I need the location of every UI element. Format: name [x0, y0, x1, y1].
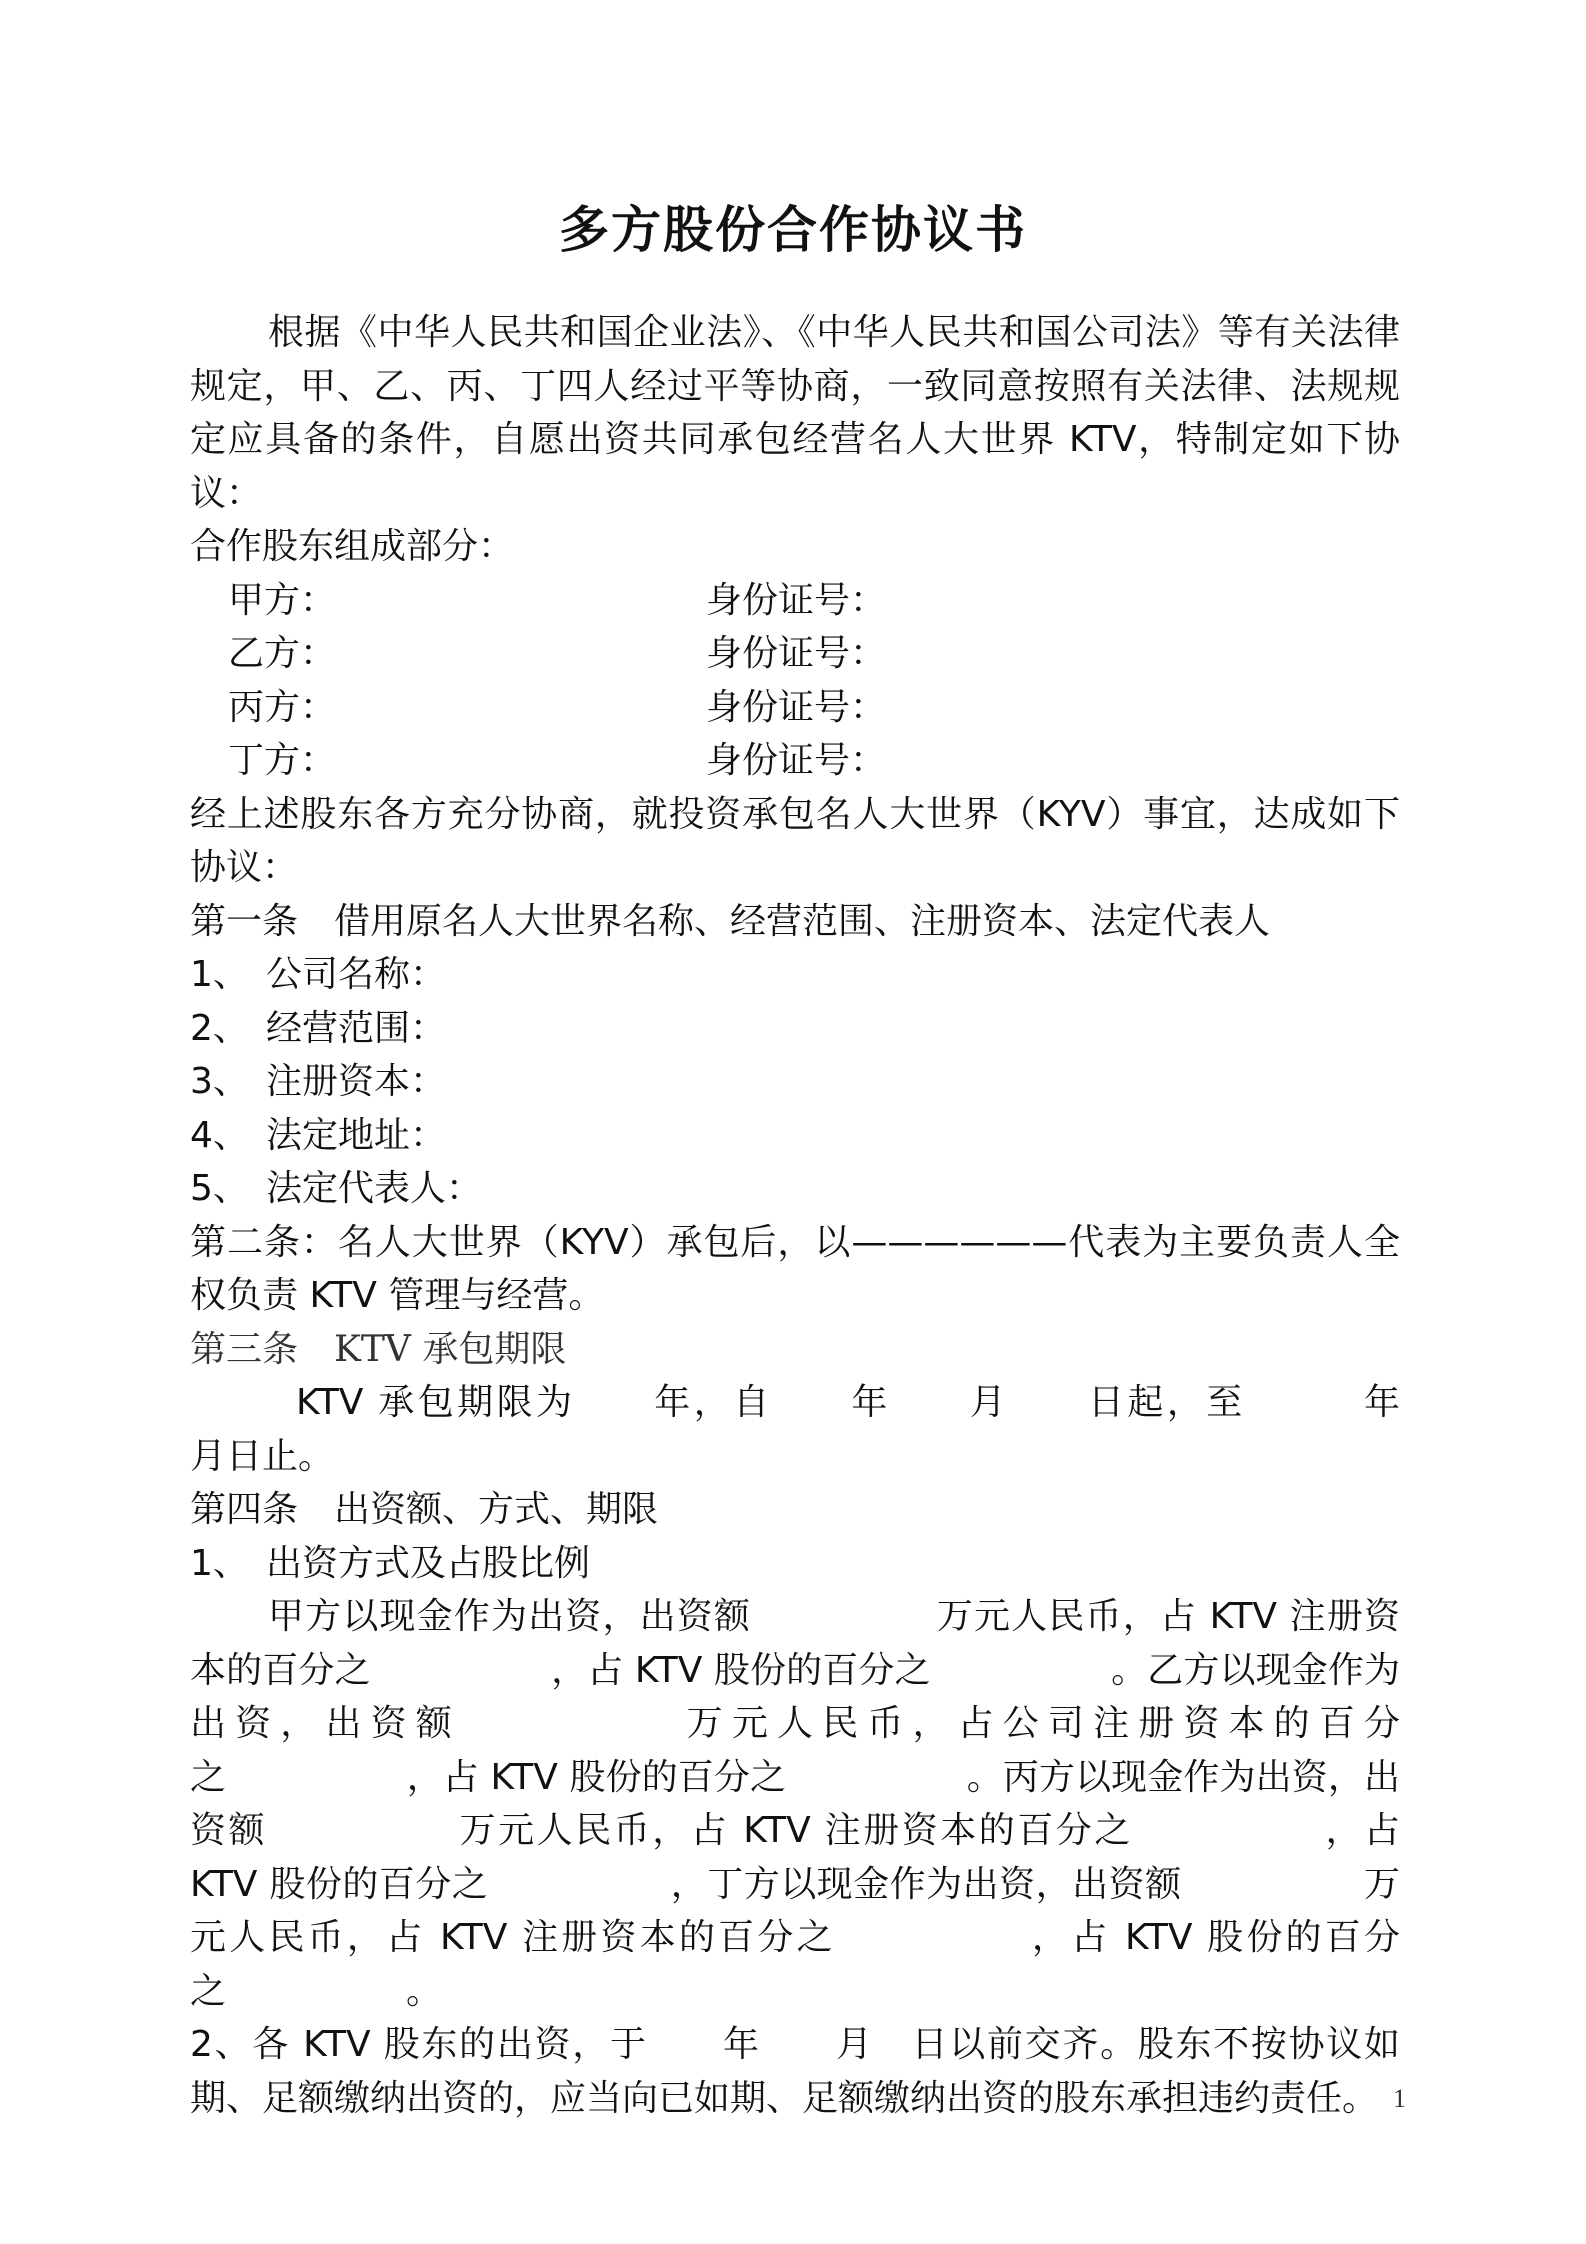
shareholder-row	[190, 574, 1400, 628]
article2-paragraph: 第二条：名人大世界（KYV）承包后，以——————代表为主要负责人全权负责 KTV 管理与经营。	[190, 1221, 1400, 1316]
shareholder-id-label: 身份证号：	[706, 579, 887, 621]
document-body	[190, 306, 1473, 2125]
item-text: 法定代表人：	[266, 1168, 483, 1209]
item-text: 法定地址：	[266, 1114, 447, 1156]
shareholder-id-label: 身份证号：	[706, 686, 887, 728]
item-text: 注册资本：	[266, 1061, 447, 1102]
article1-item	[190, 1055, 1400, 1109]
item-number: 1、	[190, 954, 249, 995]
article3-heading: 第三条 KTV 承包期限	[190, 1328, 567, 1370]
shareholder-id-label: 身份证号：	[706, 633, 887, 674]
article1-item	[190, 948, 1400, 1002]
shareholder-id-label: 身份证号：	[706, 740, 887, 781]
article1-item	[190, 1002, 1400, 1056]
article1-heading: 第一条 借用原名人大世界名称、经营范围、注册资本、法定代表人	[190, 900, 1271, 942]
page-number: 1	[1393, 2084, 1406, 2113]
shareholder-party: 甲方：	[228, 579, 337, 621]
shareholders-heading: 合作股东组成部分：	[190, 526, 515, 567]
article1-item	[190, 1162, 1400, 1216]
item-text: 经营范围：	[266, 1007, 447, 1049]
item-number: 2、	[190, 1007, 249, 1049]
intro-paragraph: 根据《中华人民共和国企业法》、《中华人民共和国公司法》等有关法律规定，甲、乙、丙、丁四人经过平等协商，一致同意按照有关法律、法规规定应具备的条件，自愿出资共同承包经营名人大世界 KTV，特制定如下协议：	[190, 312, 1400, 514]
shareholder-row	[190, 627, 1400, 681]
item-number: 5、	[190, 1168, 249, 1209]
shareholder-row	[190, 734, 1400, 788]
article4-item1-paragraph: 甲方以现金作为出资，出资额 万元人民币，占 KTV 注册资本的百分之 ，占 KTV 股份的百分之 。乙方以现金作为出资，出资额 万元人民币，占公司注册资本的百分之 ，占 KTV 股份的百分之 。丙方以现金作为出资，出资额 万元人民币，占 KTV 注册资本的百分之 ，占 KTV 股份的百分之 ，丁方以现金作为出资，出资额 万元人民币，占 KTV 注册资本的百分之 ，占 KTV 股份的百分之 。	[190, 1596, 1412, 2012]
article3-paragraph: KTV 承包期限为 年，自 年 月 日起，至 年 月日止。	[190, 1382, 1473, 1477]
item-number: 1、	[190, 1542, 249, 1584]
item-number: 4、	[190, 1114, 249, 1156]
shareholder-party: 丙方：	[228, 686, 337, 728]
item-title: 出资方式及占股比例	[266, 1542, 591, 1584]
shareholder-party: 乙方：	[228, 633, 337, 674]
article4-item1-heading	[190, 1537, 1400, 1591]
shareholder-row	[190, 681, 1400, 735]
item-number: 3、	[190, 1061, 249, 1102]
agreement-lead: 经上述股东各方充分协商，就投资承包名人大世界（KYV）事宜，达成如下协议：	[190, 793, 1400, 888]
article1-item	[190, 1109, 1400, 1163]
article4-heading: 第四条 出资额、方式、期限	[190, 1489, 659, 1530]
article4-item2-paragraph: 2、各 KTV 股东的出资，于 年 月 日以前交齐。股东不按协议如期、足额缴纳出资的，应当向已如期、足额缴纳出资的股东承担违约责任。	[190, 2024, 1400, 2119]
document-title: 多方股份合作协议书	[559, 201, 1027, 259]
shareholder-party: 丁方：	[228, 740, 337, 781]
item-text: 公司名称：	[266, 954, 447, 995]
